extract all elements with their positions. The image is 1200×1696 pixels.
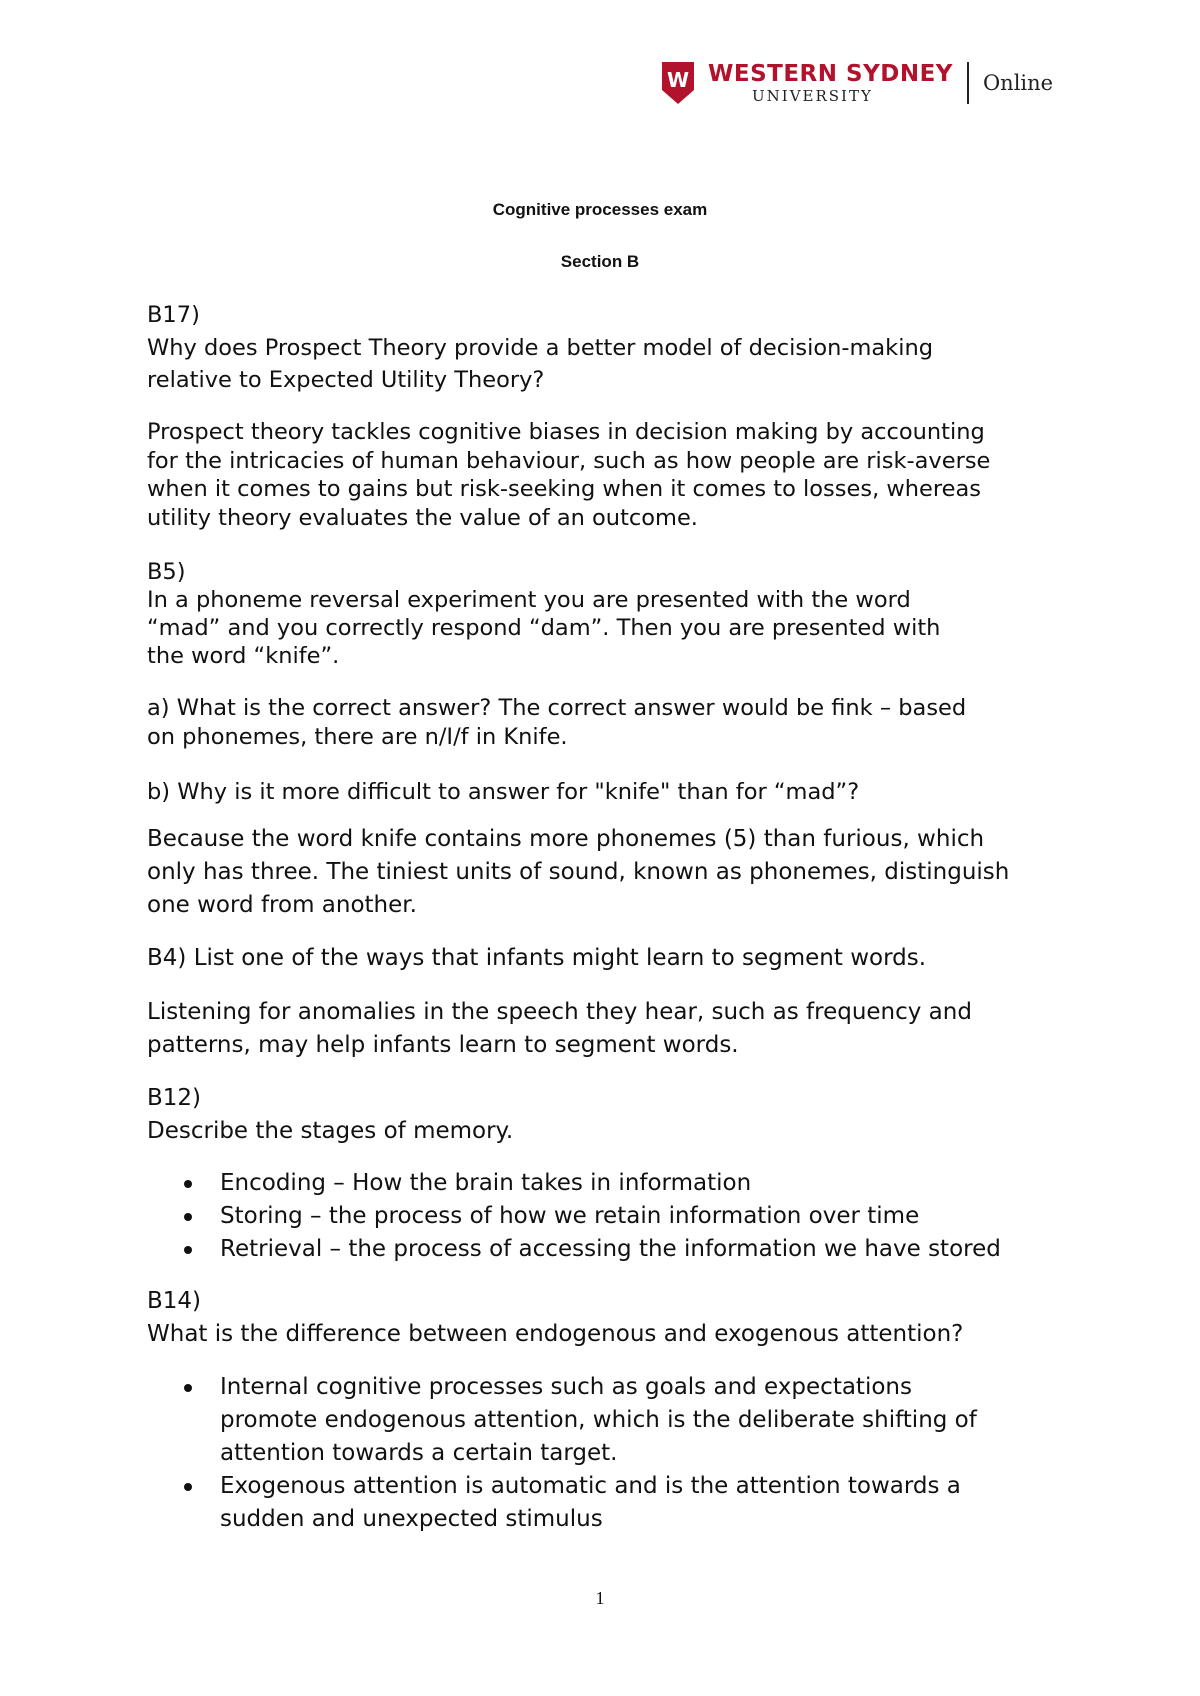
b17-label: B17)	[147, 302, 200, 328]
b14-item1-line: attention towards a certain target.	[220, 1440, 618, 1466]
shield-letter: W	[666, 68, 690, 92]
b5-answer-line: Because the word knife contains more phonemes (5) than furious, which	[147, 826, 985, 852]
b12-list-item: Storing – the process of how we retain information over time	[220, 1203, 920, 1229]
bullet-icon	[184, 1213, 192, 1221]
b17-question-line: Why does Prospect Theory provide a better model of decision-making	[147, 335, 934, 361]
logo-divider	[967, 62, 969, 104]
logo-line1: WESTERN SYDNEY	[708, 61, 953, 87]
b5-question-line: In a phoneme reversal experiment you are presented with the word	[147, 587, 911, 613]
b5-question-line: the word “knife”.	[147, 643, 340, 669]
b14-question: What is the difference between endogenous and exogenous attention?	[147, 1321, 964, 1347]
logo-wordmark	[708, 62, 953, 104]
b17-answer-line: utility theory evaluates the value of an outcome.	[147, 505, 698, 531]
b17-answer-line: Prospect theory tackles cognitive biases in decision making by accounting	[147, 419, 985, 445]
page-number: 1	[595, 1588, 605, 1608]
document-title: Cognitive processes exam	[492, 200, 708, 219]
b17-answer-line: for the intricacies of human behaviour, such as how people are risk-averse	[147, 448, 991, 474]
b4-question: B4) List one of the ways that infants might learn to segment words.	[147, 945, 927, 971]
bullet-icon	[184, 1180, 192, 1188]
b14-item2-line: Exogenous attention is automatic and is the attention towards a	[220, 1473, 961, 1499]
b5-part-b: b) Why is it more difficult to answer for "knife" than for “mad”?	[147, 779, 860, 805]
b5-part-a-line: a) What is the correct answer? The correct answer would be fink – based	[147, 695, 967, 721]
logo-line2: UNIVERSITY	[752, 87, 873, 105]
b14-label: B14)	[147, 1288, 202, 1314]
logo-online: Online	[982, 71, 1054, 95]
b5-answer-line: only has three. The tiniest units of sound, known as phonemes, distinguish	[147, 859, 1010, 885]
b4-answer-line: patterns, may help infants learn to segment words.	[147, 1032, 739, 1058]
b5-answer-line: one word from another.	[147, 892, 417, 918]
b4-answer-line: Listening for anomalies in the speech they hear, such as frequency and	[147, 999, 972, 1025]
b17-question-line: relative to Expected Utility Theory?	[147, 367, 545, 393]
bullet-icon	[184, 1246, 192, 1254]
bullet-icon	[184, 1483, 192, 1491]
b5-question-line: “mad” and you correctly respond “dam”. Then you are presented with	[147, 615, 941, 641]
b5-label: B5)	[147, 559, 186, 585]
bullet-icon	[184, 1384, 192, 1392]
b12-list-item: Retrieval – the process of accessing the information we have stored	[220, 1236, 1001, 1262]
b14-item2-line: sudden and unexpected stimulus	[220, 1506, 603, 1532]
b12-label: B12)	[147, 1085, 202, 1111]
shield-icon	[662, 62, 694, 104]
b17-answer-line: when it comes to gains but risk-seeking when it comes to losses, whereas	[147, 476, 981, 502]
b5-part-a-line: on phonemes, there are n/I/f in Knife.	[147, 724, 568, 750]
b14-item1-line: Internal cognitive processes such as goals and expectations	[220, 1374, 912, 1400]
b12-question: Describe the stages of memory.	[147, 1118, 514, 1144]
university-logo	[662, 62, 1053, 104]
section-heading: Section B	[560, 252, 640, 271]
b12-list-item: Encoding – How the brain takes in information	[220, 1170, 752, 1196]
b14-item1-line: promote endogenous attention, which is the deliberate shifting of	[220, 1407, 977, 1433]
